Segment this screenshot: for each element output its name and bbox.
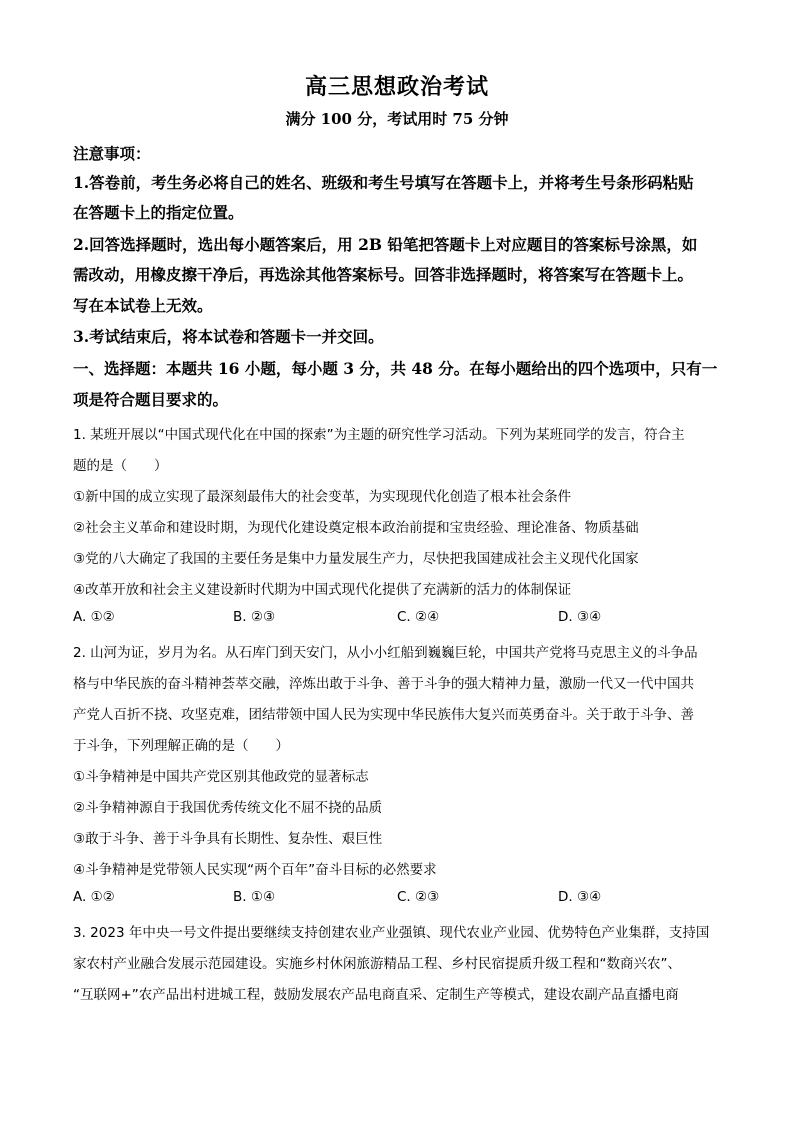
q2-statement: ④斗争精神是党带领人民实现“两个百年”奋斗目标的必然要求 (73, 862, 437, 878)
q1-option-d: D. ③④ (558, 609, 602, 625)
exam-title: 高三思想政治考试 (304, 74, 489, 100)
q1-statement: ②社会主义革命和建设时期，为现代化建设奠定根本政治前提和宝贵经验、理论准备、物质基础 (73, 520, 639, 536)
q2-option-a: A. ①② (73, 889, 115, 905)
section-heading: 项是符合题目要求的。 (73, 390, 229, 409)
notice-line: 2.回答选择题时，选出每小题答案后，用 2B 铅笔把答题卡上对应题目的答案标号涂黑，如 (73, 235, 698, 254)
notice-line: 在答题卡上的指定位置。 (73, 203, 244, 222)
q1-stem: 题的是（ ） (73, 458, 168, 474)
q2-stem: 格与中华民族的奋斗精神荟萃交融，淬炼出敢于斗争、善于斗争的强大精神力量，激励一代又一代中国共 (73, 676, 694, 692)
notice-line: 写在本试卷上无效。 (73, 296, 213, 315)
q1-option-a: A. ①② (73, 609, 115, 625)
q2-stem: 2. 山河为证，岁月为名。从石库门到天安门，从小小红船到巍巍巨轮，中国共产党将马克思主义的斗争品 (73, 645, 698, 661)
q1-stem: 1. 某班开展以“中国式现代化在中国的探索”为主题的研究性学习活动。下列为某班同学的发言，符合主 (73, 427, 685, 443)
q2-statement: ①斗争精神是中国共产党区别其他政党的显著标志 (73, 769, 369, 785)
q2-option-c: C. ②③ (397, 889, 440, 905)
q2-statement: ③敢于斗争、善于斗争具有长期性、复杂性、艰巨性 (73, 831, 383, 847)
section-heading: 一、选择题：本题共 16 小题，每小题 3 分，共 48 分。在每小题给出的四个选项中，只有一 (73, 359, 718, 378)
notice-line: 1.答卷前，考生务必将自己的姓名、班级和考生号填写在答题卡上，并将考生号条形码粘贴 (73, 173, 694, 192)
exam-subtitle: 满分 100 分，考试用时 75 分钟 (285, 110, 509, 128)
q2-statement: ②斗争精神源自于我国优秀传统文化不屈不挠的品质 (73, 800, 383, 816)
q3-stem: 3. 2023 年中央一号文件提出要继续支持创建农业产业强镇、现代农业产业园、优势特色产业集群，支持国 (73, 925, 710, 941)
notice-line: 需改动，用橡皮擦干净后，再选涂其他答案标号。回答非选择题时，将答案写在答题卡上。 (73, 265, 694, 284)
q1-statement: ③党的八大确定了我国的主要任务是集中力量发展生产力，尽快把我国建成社会主义现代化国家 (73, 551, 639, 567)
q1-statement: ①新中国的成立实现了最深刻最伟大的社会变革，为实现现代化创造了根本社会条件 (73, 489, 572, 505)
notice-heading: 注意事项： (73, 144, 151, 163)
q3-stem: 家农村产业融合发展示范园建设。实施乡村休闲旅游精品工程、乡村民宿提质升级工程和“数商兴农”、 (73, 956, 681, 972)
q2-stem: 产党人百折不挠、攻坚克难，团结带领中国人民为实现中华民族伟大复兴而英勇奋斗。关于敢于斗争、善 (73, 707, 694, 723)
q2-option-d: D. ③④ (558, 889, 602, 905)
q1-option-c: C. ②④ (397, 609, 440, 625)
q2-stem: 于斗争，下列理解正确的是（ ） (73, 738, 289, 754)
q1-statement: ④改革开放和社会主义建设新时代期为中国式现代化提供了充满新的活力的体制保证 (73, 582, 572, 598)
q3-stem: “互联网+”农产品出村进城工程，鼓励发展农产品电商直采、定制生产等模式，建设农副产品直播电商 (73, 987, 679, 1003)
q1-option-b: B. ②③ (233, 609, 276, 625)
notice-line: 3.考试结束后，将本试卷和答题卡一并交回。 (73, 327, 384, 346)
q2-option-b: B. ①④ (233, 889, 276, 905)
